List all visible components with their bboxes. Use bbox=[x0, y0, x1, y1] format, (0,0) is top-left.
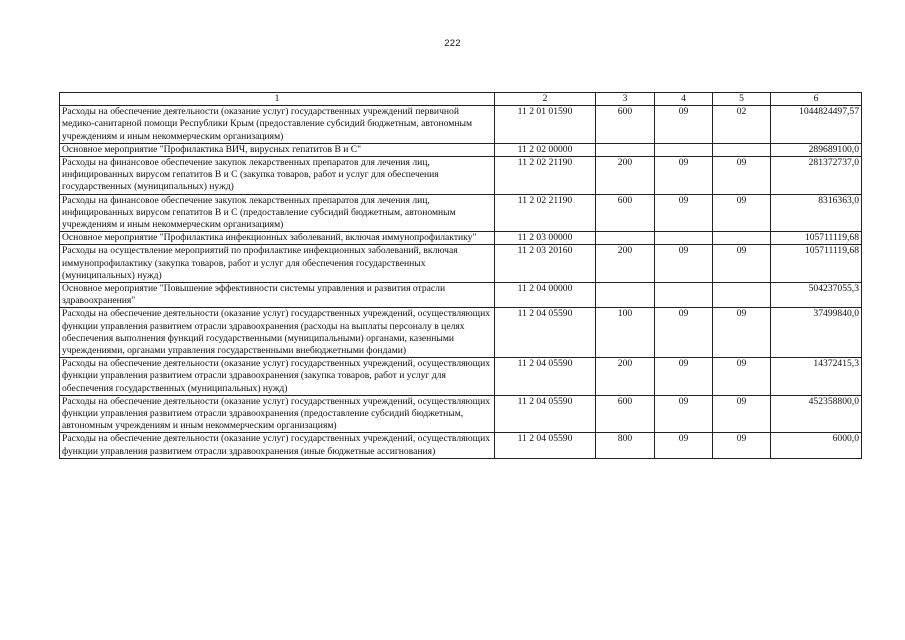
column-header-5: 5 bbox=[713, 93, 771, 106]
header-row bbox=[60, 93, 862, 106]
row-amount: 14372415,3 bbox=[771, 358, 862, 396]
row-col5: 09 bbox=[713, 157, 771, 195]
row-code: 11 2 04 05590 bbox=[495, 395, 596, 433]
row-col5: 02 bbox=[713, 106, 771, 144]
row-amount: 105711119,68 bbox=[771, 232, 862, 245]
row-amount: 37499840,0 bbox=[771, 308, 862, 358]
row-col4: 09 bbox=[655, 358, 713, 396]
row-amount: 8316363,0 bbox=[771, 194, 862, 232]
table-row bbox=[60, 106, 862, 144]
row-amount: 504237055,3 bbox=[771, 283, 862, 308]
row-col3: 800 bbox=[596, 433, 655, 458]
row-amount: 6000,0 bbox=[771, 433, 862, 458]
row-col5: 09 bbox=[713, 194, 771, 232]
row-col5 bbox=[713, 283, 771, 308]
row-description: Основное мероприятие "Повышение эффективности системы управления и развития отрасли здравоохранения" bbox=[60, 283, 495, 308]
row-col5: 09 bbox=[713, 395, 771, 433]
table-row bbox=[60, 283, 862, 308]
row-amount: 105711119,68 bbox=[771, 245, 862, 283]
table-row bbox=[60, 143, 862, 156]
column-header-3: 3 bbox=[596, 93, 655, 106]
row-code: 11 2 04 05590 bbox=[495, 433, 596, 458]
row-amount: 289689100,0 bbox=[771, 143, 862, 156]
table-header bbox=[60, 93, 862, 106]
row-code: 11 2 01 01590 bbox=[495, 106, 596, 144]
column-header-4: 4 bbox=[655, 93, 713, 106]
row-col4 bbox=[655, 283, 713, 308]
row-col4: 09 bbox=[655, 395, 713, 433]
row-description: Расходы на финансовое обеспечение закупок лекарственных препаратов для лечения лиц, инфицированных вирусом гепатитов В и С (закупка товаров, работ и услуг для обеспечения государственных (муниципальных) нужд) bbox=[60, 157, 495, 195]
row-description: Расходы на осуществление мероприятий по профилактике инфекционных заболеваний, включая иммунопрофилактику (закупка товаров, работ и услуг для обеспечения государственных (муниципальных) нужд) bbox=[60, 245, 495, 283]
row-code: 11 2 04 05590 bbox=[495, 358, 596, 396]
row-col5 bbox=[713, 232, 771, 245]
row-col5: 09 bbox=[713, 433, 771, 458]
row-col4 bbox=[655, 143, 713, 156]
row-description: Расходы на финансовое обеспечение закупок лекарственных препаратов для лечения лиц, инфицированных вирусом гепатитов В и С (предоставление субсидий бюджетным, автономным учреждениям и иным некоммерческим организациям) bbox=[60, 194, 495, 232]
row-col5: 09 bbox=[713, 308, 771, 358]
row-code: 11 2 03 20160 bbox=[495, 245, 596, 283]
row-col3 bbox=[596, 143, 655, 156]
row-description: Расходы на обеспечение деятельности (оказание услуг) государственных учреждений, осуществляющих функции управления развитием отрасли здравоохранения (закупка товаров, работ и услуг для обеспечения государственных (муниципальных) нужд) bbox=[60, 358, 495, 396]
budget-table bbox=[59, 92, 862, 459]
row-code: 11 2 02 00000 bbox=[495, 143, 596, 156]
row-col3: 600 bbox=[596, 106, 655, 144]
row-col5 bbox=[713, 143, 771, 156]
row-description: Основное мероприятие "Профилактика ВИЧ, вирусных гепатитов В и С" bbox=[60, 143, 495, 156]
row-amount: 452358800,0 bbox=[771, 395, 862, 433]
row-col3 bbox=[596, 283, 655, 308]
row-col5: 09 bbox=[713, 245, 771, 283]
row-code: 11 2 02 21190 bbox=[495, 157, 596, 195]
table-row bbox=[60, 308, 862, 358]
row-col4: 09 bbox=[655, 308, 713, 358]
row-col4: 09 bbox=[655, 157, 713, 195]
row-col3: 600 bbox=[596, 194, 655, 232]
table-row bbox=[60, 157, 862, 195]
column-header-2: 2 bbox=[495, 93, 596, 106]
row-description: Основное мероприятие "Профилактика инфекционных заболеваний, включая иммунопрофилактику" bbox=[60, 232, 495, 245]
table-row bbox=[60, 358, 862, 396]
table-row bbox=[60, 232, 862, 245]
row-col4: 09 bbox=[655, 433, 713, 458]
row-code: 11 2 02 21190 bbox=[495, 194, 596, 232]
page-number: 222 bbox=[444, 38, 461, 49]
table-row bbox=[60, 433, 862, 458]
row-description: Расходы на обеспечение деятельности (оказание услуг) государственных учреждений, осуществляющих функции управления развитием отрасли здравоохранения (предоставление субсидий бюджетным, автономным учреждениям и иным некоммерческим организациям) bbox=[60, 395, 495, 433]
row-col3: 200 bbox=[596, 358, 655, 396]
row-description: Расходы на обеспечение деятельности (оказание услуг) государственных учреждений, осуществляющих функции управления развитием отрасли здравоохранения (расходы на выплаты персоналу в целях обеспечения выполнения функций государственными (муниципальными) органами, казенными учреждениями, органами управления государственными внебюджетными фондами) bbox=[60, 308, 495, 358]
row-col4 bbox=[655, 232, 713, 245]
row-col5: 09 bbox=[713, 358, 771, 396]
column-header-1: 1 bbox=[60, 93, 495, 106]
row-col3: 600 bbox=[596, 395, 655, 433]
table-row bbox=[60, 395, 862, 433]
row-col3: 100 bbox=[596, 308, 655, 358]
table-row bbox=[60, 194, 862, 232]
row-code: 11 2 04 00000 bbox=[495, 283, 596, 308]
table-body bbox=[60, 106, 862, 459]
row-col4: 09 bbox=[655, 106, 713, 144]
row-amount: 1044824497,57 bbox=[771, 106, 862, 144]
row-col4: 09 bbox=[655, 245, 713, 283]
row-description: Расходы на обеспечение деятельности (оказание услуг) государственных учреждений первичной медико-санитарной помощи Республики Крым (предоставление субсидий бюджетным, автономным учреждениям и иным некоммерческим организациям) bbox=[60, 106, 495, 144]
row-col3: 200 bbox=[596, 245, 655, 283]
table-row bbox=[60, 245, 862, 283]
row-code: 11 2 03 00000 bbox=[495, 232, 596, 245]
row-amount: 281372737,0 bbox=[771, 157, 862, 195]
row-description: Расходы на обеспечение деятельности (оказание услуг) государственных учреждений, осуществляющих функции управления развитием отрасли здравоохранения (иные бюджетные ассигнования) bbox=[60, 433, 495, 458]
row-col3 bbox=[596, 232, 655, 245]
row-col4: 09 bbox=[655, 194, 713, 232]
row-code: 11 2 04 05590 bbox=[495, 308, 596, 358]
row-col3: 200 bbox=[596, 157, 655, 195]
column-header-6: 6 bbox=[771, 93, 862, 106]
